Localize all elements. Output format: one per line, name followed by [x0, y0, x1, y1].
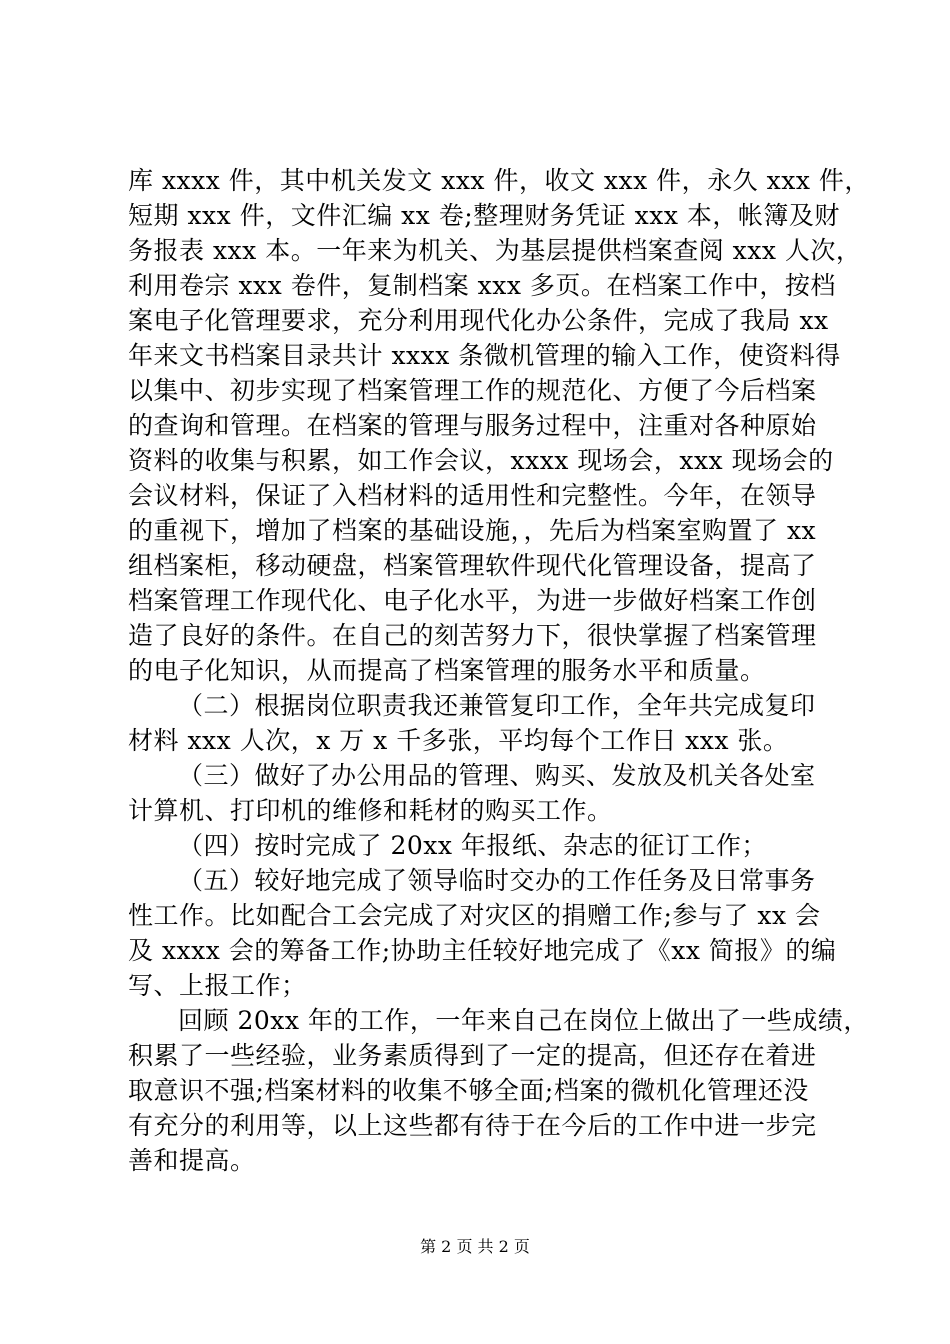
- text-line: 短期 xxx 件，文件汇编 xx 卷;整理财务凭证 xxx 本，帐簿及财: [128, 201, 840, 230]
- text-line: 善和提高。: [128, 1146, 256, 1175]
- text-line: 取意识不强;档案材料的收集不够全面;档案的微机化管理还没: [128, 1076, 809, 1105]
- text-line: 组档案柜，移动硬盘，档案管理软件现代化管理设备，提高了: [128, 551, 817, 580]
- text-line: 的重视下，增加了档案的基础设施，，先后为档案室购置了 xx: [128, 516, 817, 545]
- text-line: 计算机、打印机的维修和耗材的购买工作。: [128, 796, 613, 825]
- paragraph-start-line: （三）做好了办公用品的管理、购买、发放及机关各处室: [178, 761, 816, 790]
- text-line: 写、上报工作；: [128, 971, 307, 1000]
- page-number-footer: 第 2 页 共 2 页: [420, 1237, 530, 1256]
- paragraph-start-line: （五）较好地完成了领导临时交办的工作任务及日常事务: [178, 866, 816, 895]
- text-line: 利用卷宗 xxx 卷件，复制档案 xxx 多页。在档案工作中，按档: [128, 271, 836, 300]
- text-line: 的电子化知识，从而提高了档案管理的服务水平和质量。: [128, 656, 766, 685]
- text-line: 积累了一些经验，业务素质得到了一定的提高，但还存在着进: [128, 1041, 817, 1070]
- text-line: 案电子化管理要求，充分利用现代化办公条件，完成了我局 xx: [128, 306, 829, 335]
- text-line: 库 xxxx 件，其中机关发文 xxx 件，收文 xxx 件，永久 xxx 件，: [128, 166, 870, 195]
- paragraph-start-line: （四）按时完成了 20xx 年报纸、杂志的征订工作；: [178, 831, 767, 860]
- text-line: 资料的收集与积累，如工作会议，xxxx 现场会，xxx 现场会的: [128, 446, 834, 475]
- text-line: 材料 xxx 人次，x 万 x 千多张，平均每个工作日 xxx 张。: [128, 726, 789, 755]
- text-line: 的查询和管理。在档案的管理与服务过程中，注重对各种原始: [128, 411, 817, 440]
- paragraph-start-line: （二）根据岗位职责我还兼管复印工作，全年共完成复印: [178, 691, 816, 720]
- text-line: 有充分的利用等，以上这些都有待于在今后的工作中进一步完: [128, 1111, 817, 1140]
- text-line: 以集中、初步实现了档案管理工作的规范化、方便了今后档案: [128, 376, 817, 405]
- text-line: 会议材料，保证了入档材料的适用性和完整性。今年，在领导: [128, 481, 817, 510]
- text-line: 档案管理工作现代化、电子化水平，为进一步做好档案工作创: [128, 586, 817, 615]
- text-line: 造了良好的条件。在自己的刻苦努力下，很快掌握了档案管理: [128, 621, 817, 650]
- text-line: 务报表 xxx 本。一年来为机关、为基层提供档案查阅 xxx 人次，: [128, 236, 862, 265]
- text-line: 性工作。比如配合工会完成了对灾区的捐赠工作;参与了 xx 会: [128, 901, 821, 930]
- text-line: 及 xxxx 会的筹备工作;协助主任较好地完成了《xx 简报》的编: [128, 936, 837, 965]
- text-line: 年来文书档案目录共计 xxxx 条微机管理的输入工作，使资料得: [128, 341, 841, 370]
- paragraph-start-line: 回顾 20xx 年的工作，一年来自己在岗位上做出了一些成绩，: [178, 1006, 869, 1035]
